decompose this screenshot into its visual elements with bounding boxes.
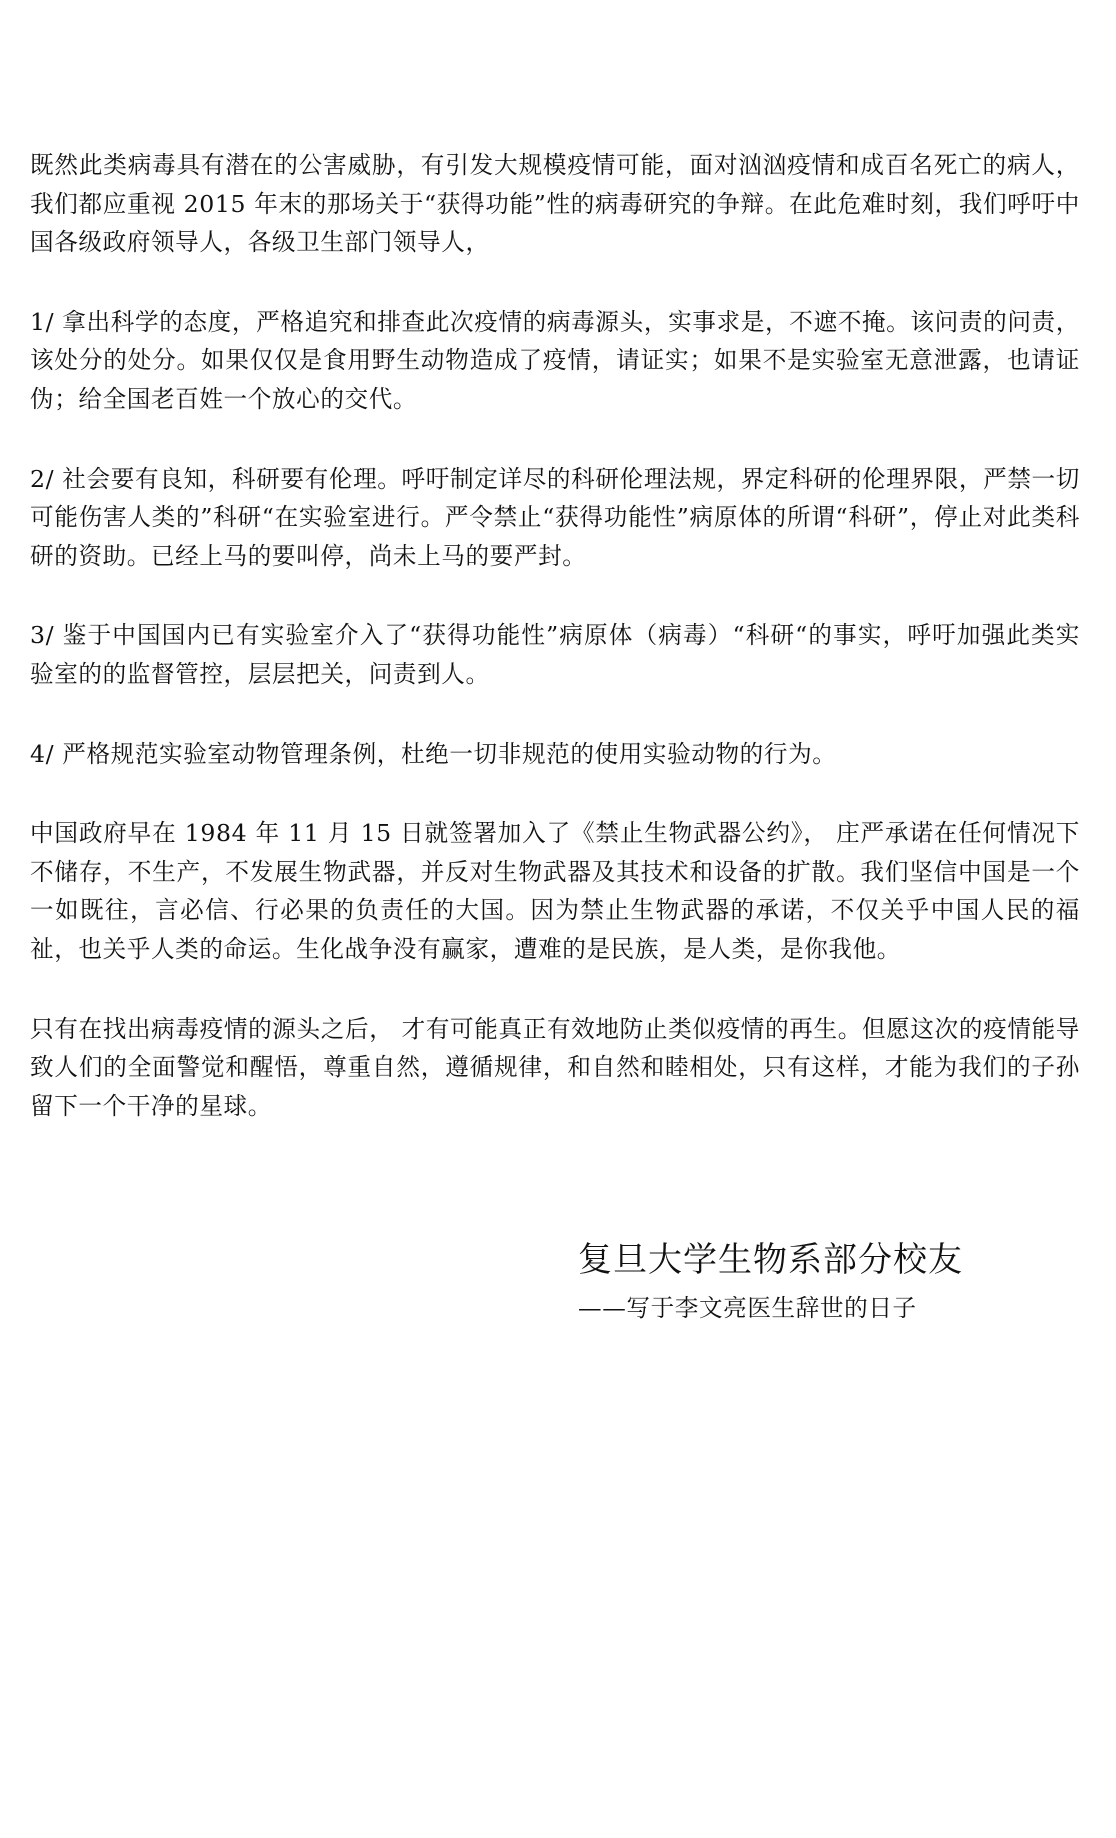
bioweapons-convention-paragraph: 中国政府早在 1984 年 11 月 15 日就签署加入了《禁止生物武器公约》， 庄严承诺在任何情况下不储存，不生产，不发展生物武器，并反对生物武器及其技术和设备的扩散。我们坚信中国是一个一如既往，言必信、行必果的负责任的大国。因为禁止生物武器的承诺，不仅关乎中国人民的福祉，也关乎人类的命运。生化战争没有赢家，遭难的是民族，是人类，是你我他。 <box>30 819 1080 963</box>
point-4-paragraph: 4/ 严格规范实验室动物管理条例，杜绝一切非规范的使用实验动物的行为。 <box>30 739 837 768</box>
intro-paragraph: 既然此类病毒具有潜在的公害威胁，有引发大规模疫情可能，面对汹汹疫情和成百名死亡的病人，我们都应重视 2015 年末的那场关于“获得功能”性的病毒研究的争辩。在此危难时刻，我们呼吁中国各级政府领导人，各级卫生部门领导人， <box>30 151 1080 257</box>
point-2-paragraph: 2/ 社会要有良知，科研要有伦理。呼吁制定详尽的科研伦理法规，界定科研的伦理界限，严禁一切可能伤害人类的”科研“在实验室进行。严令禁止“获得功能性”病原体的所谓“科研”，停止对此类科研的资助。已经上马的要叫停，尚未上马的要严封。 <box>30 464 1080 570</box>
signature-organization: 复旦大学生物系部分校友 <box>578 1240 963 1280</box>
document-body <box>30 146 1080 1166</box>
point-3-paragraph: 3/ 鉴于中国国内已有实验室介入了“获得功能性”病原体（病毒）“科研“的事实，呼吁加强此类实验室的的监督管控，层层把关，问责到人。 <box>30 621 1080 688</box>
signature-note: ——写于李文亮医生辞世的日子 <box>578 1294 917 1322</box>
signature-block <box>578 1236 1078 1326</box>
closing-paragraph: 只有在找出病毒疫情的源头之后， 才有可能真正有效地防止类似疫情的再生。但愿这次的疫情能导致人们的全面警觉和醒悟，尊重自然，遵循规律，和自然和睦相处，只有这样，才能为我们的子孙留下一个干净的星球。 <box>30 1014 1080 1120</box>
point-1-paragraph: 1/ 拿出科学的态度，严格追究和排查此次疫情的病毒源头，实事求是，不遮不掩。该问责的问责，该处分的处分。如果仅仅是食用野生动物造成了疫情，请证实；如果不是实验室无意泄露，也请证伪；给全国老百姓一个放心的交代。 <box>30 307 1080 413</box>
